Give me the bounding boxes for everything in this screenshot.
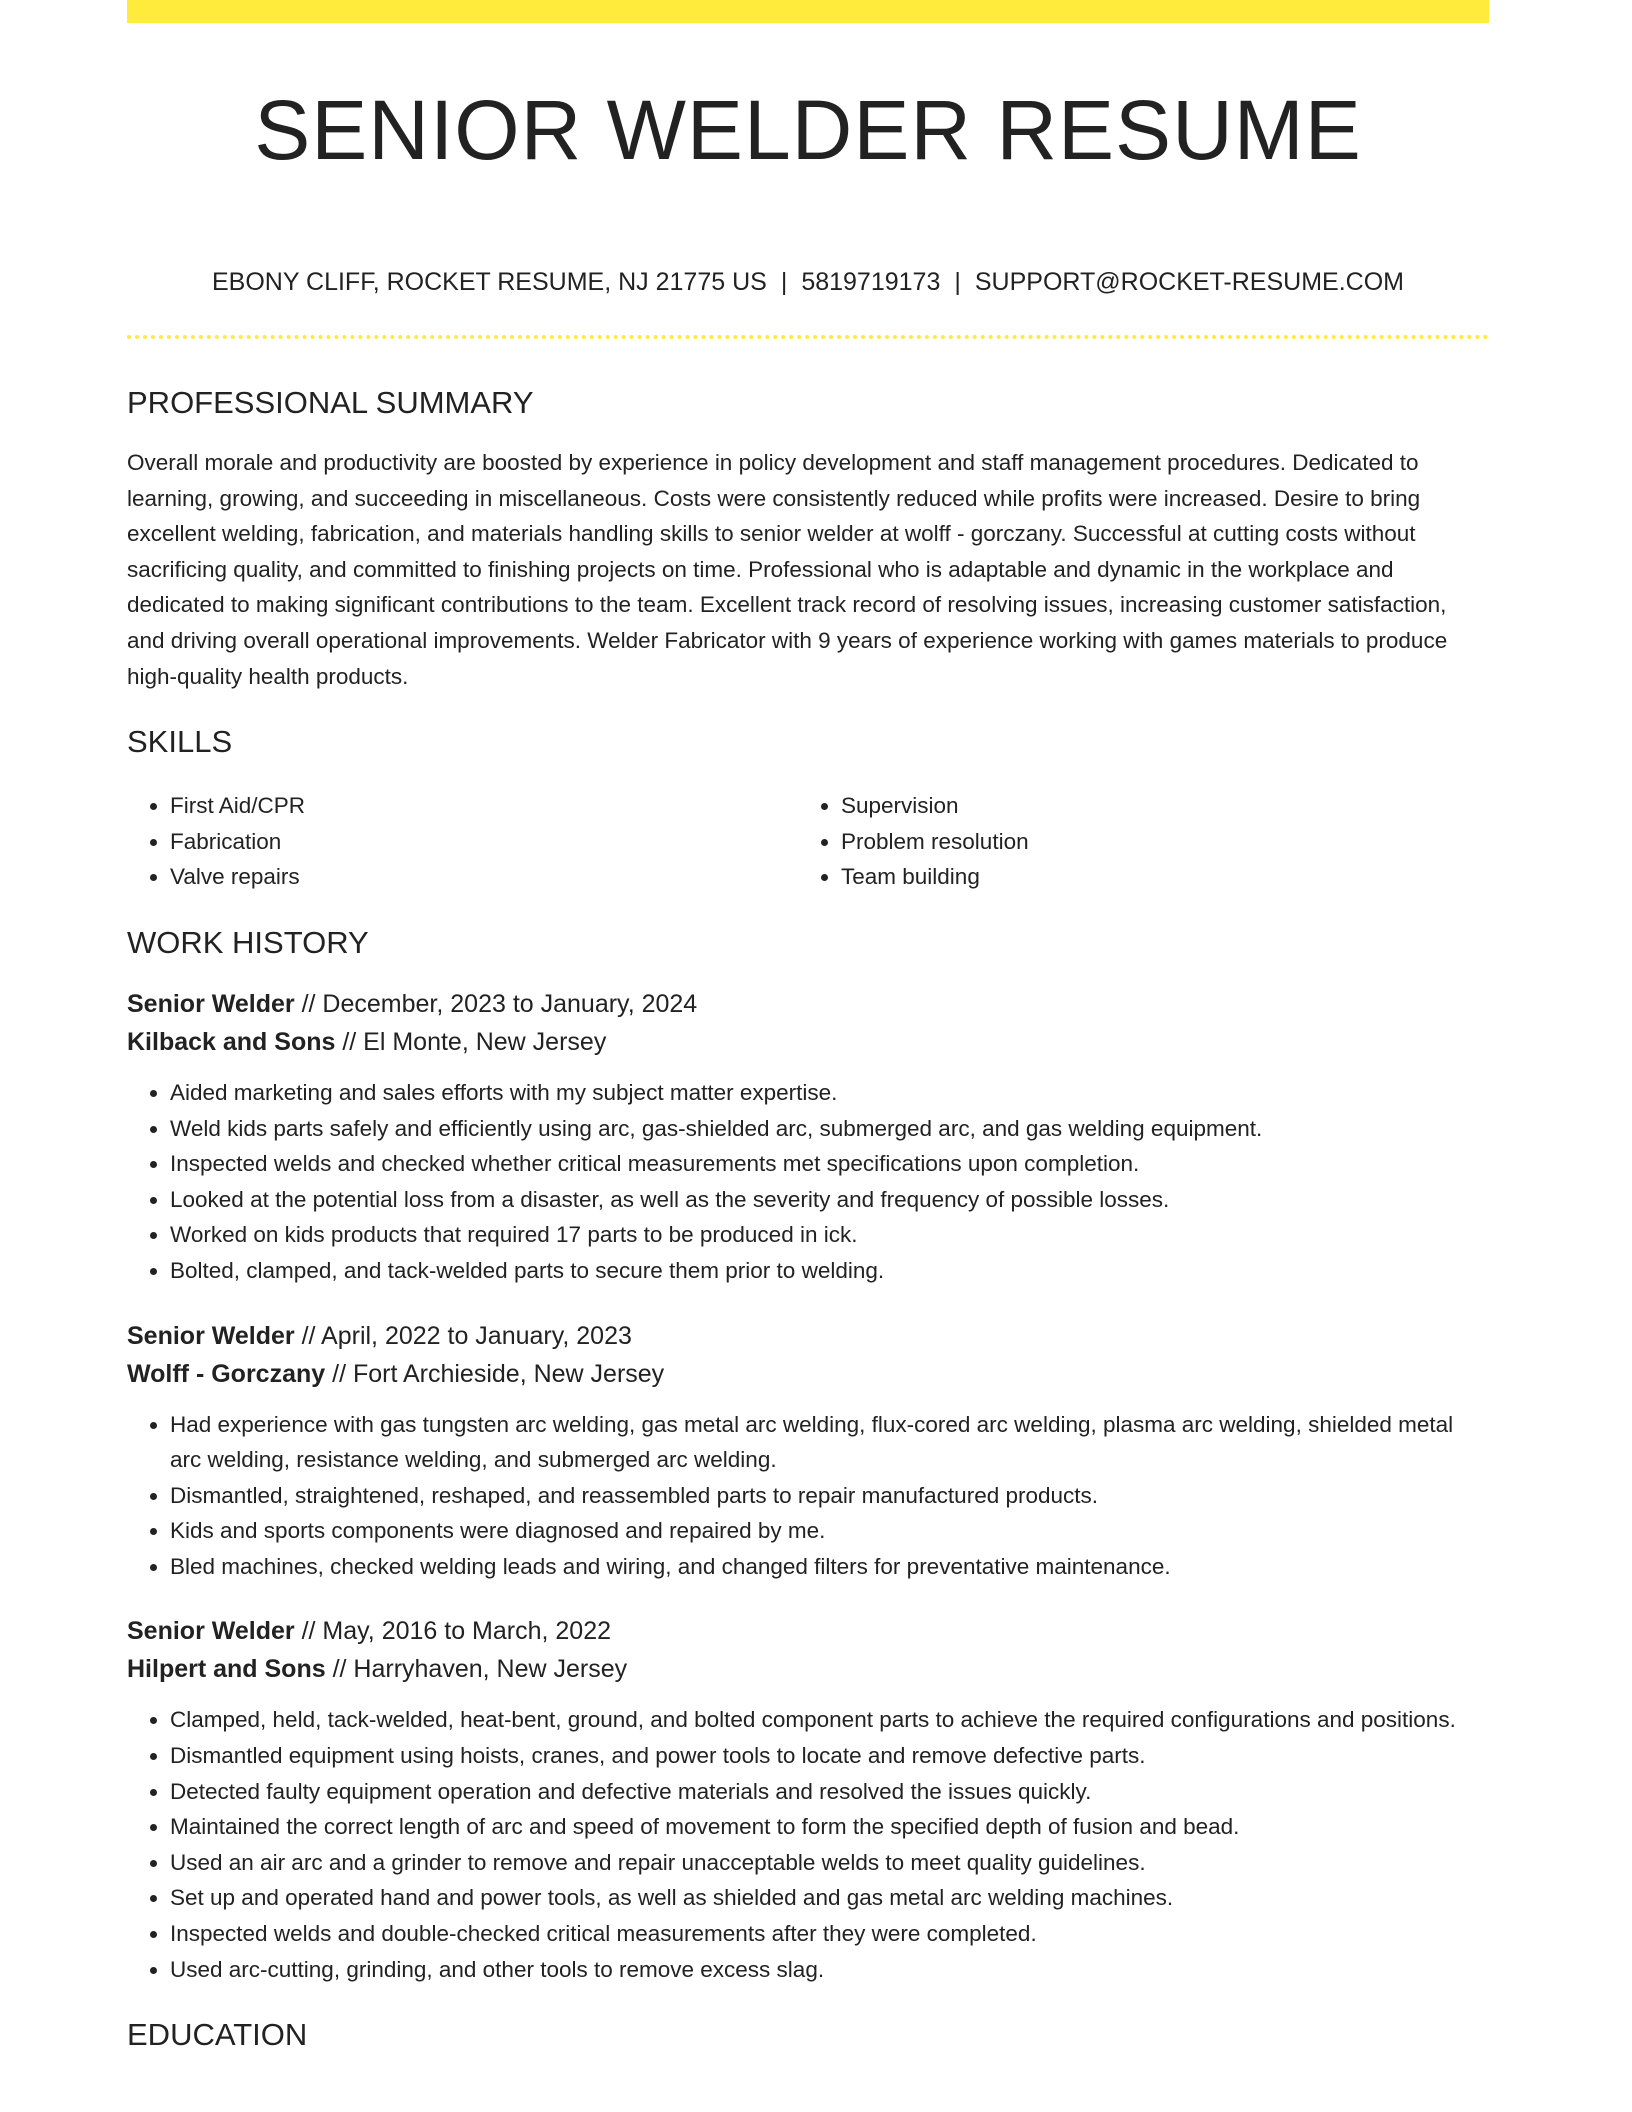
contact-separator: | <box>780 268 788 296</box>
skills-heading: SKILLS <box>127 724 233 760</box>
dotted-divider <box>127 335 1489 339</box>
job-title: Senior Welder <box>127 989 295 1018</box>
job-dates: // April, 2022 to January, 2023 <box>294 1321 632 1350</box>
resume-content <box>127 0 1489 2055</box>
job-company-line <box>127 1023 1489 1061</box>
contact-phone: 5819719173 <box>801 268 941 296</box>
job-bullet: • Bled machines, checked welding leads and wiring, and changed filters for preventative maintenance. <box>170 1549 1489 1585</box>
job-company: Kilback and Sons <box>127 1027 336 1056</box>
job-bullet: • Inspected welds and checked whether critical measurements met specifications upon completion. <box>170 1146 1489 1182</box>
job-entry <box>127 1317 1489 1585</box>
skill-item: • Supervision <box>841 788 1469 824</box>
job-bullets <box>127 1075 1489 1289</box>
skill-item: • First Aid/CPR <box>170 788 798 824</box>
skills-list <box>127 788 1489 895</box>
skill-item: • Valve repairs <box>170 859 798 895</box>
job-bullet: • Used arc-cutting, grinding, and other tools to remove excess slag. <box>170 1952 1489 1988</box>
job-bullets <box>127 1702 1489 1987</box>
job-title: Senior Welder <box>127 1617 295 1646</box>
job-bullet: • Weld kids parts safely and efficiently using arc, gas-shielded arc, submerged arc, and gas welding equipment. <box>170 1111 1489 1147</box>
job-location: // El Monte, New Jersey <box>335 1027 607 1056</box>
job-bullet: • Kids and sports components were diagnosed and repaired by me. <box>170 1513 1489 1549</box>
job-title-line <box>127 1317 1489 1355</box>
job-bullet: • Worked on kids products that required 17 parts to be produced in ick. <box>170 1217 1489 1253</box>
contact-line <box>127 266 1489 298</box>
work-history-heading: WORK HISTORY <box>127 924 369 960</box>
job-company: Wolff - Gorczany <box>127 1359 326 1388</box>
job-bullet: • Detected faulty equipment operation and defective materials and resolved the issues quickly. <box>170 1774 1489 1810</box>
job-bullet: • Looked at the potential loss from a disaster, as well as the severity and frequency of possible losses. <box>170 1182 1489 1218</box>
job-bullet: • Set up and operated hand and power tools, as well as shielded and gas metal arc welding machines. <box>170 1880 1489 1916</box>
job-location: // Harryhaven, New Jersey <box>325 1655 628 1684</box>
job-title: Senior Welder <box>127 1321 295 1350</box>
job-bullet: • Had experience with gas tungsten arc welding, gas metal arc welding, flux-cored arc welding, plasma arc welding, shielded metal arc welding, resistance welding, and submerged arc welding. <box>170 1407 1489 1478</box>
job-bullet: • Aided marketing and sales efforts with my subject matter expertise. <box>170 1075 1489 1111</box>
skill-item: • Fabrication <box>170 824 798 860</box>
job-bullet: • Clamped, held, tack-welded, heat-bent, ground, and bolted component parts to achieve the required configurations and positions. <box>170 1702 1489 1738</box>
summary-text: Overall morale and productivity are boosted by experience in policy development and staff management procedures. Dedicated to learning, growing, and succeeding in miscellaneous. Costs were consistently reduced while profits were increased. Desire to bring excellent welding, fabrication, and materials handling skills to senior welder at wolff - gorczany. Successful at cutting costs without sacrificing quality, and committed to finishing projects on time. Professional who is adaptable and dynamic in the workplace and dedicated to making significant contributions to the team. Excellent track record of resolving issues, increasing customer satisfaction, and driving overall operational improvements. Welder Fabricator with 9 years of experience working with games materials to produce high-quality health products. <box>127 450 1448 689</box>
job-location: // Fort Archieside, New Jersey <box>325 1359 665 1388</box>
job-bullets <box>127 1407 1489 1585</box>
job-dates: // December, 2023 to January, 2024 <box>294 989 698 1018</box>
skill-item: • Team building <box>841 859 1469 895</box>
job-bullet: • Dismantled equipment using hoists, cranes, and power tools to locate and remove defective parts. <box>170 1738 1489 1774</box>
contact-separator: | <box>954 268 961 296</box>
job-entry <box>127 1612 1489 1987</box>
skills-column-left <box>127 788 798 895</box>
skills-column-right <box>798 788 1469 895</box>
job-dates: // May, 2016 to March, 2022 <box>294 1617 612 1646</box>
resume-title: SENIOR WELDER RESUME <box>254 83 1362 177</box>
education-heading: EDUCATION <box>127 2017 308 2053</box>
contact-address: EBONY CLIFF, ROCKET RESUME, NJ 21775 US <box>212 268 767 296</box>
job-bullet: • Maintained the correct length of arc and speed of movement to form the specified depth of fusion and bead. <box>170 1809 1489 1845</box>
job-company-line <box>127 1650 1489 1688</box>
job-bullet: • Used an air arc and a grinder to remove and repair unacceptable welds to meet quality guidelines. <box>170 1845 1489 1881</box>
job-title-line <box>127 1612 1489 1650</box>
job-bullet: • Dismantled, straightened, reshaped, and reassembled parts to repair manufactured products. <box>170 1478 1489 1514</box>
summary-heading: PROFESSIONAL SUMMARY <box>127 385 534 420</box>
skill-item: • Problem resolution <box>841 824 1469 860</box>
job-company-line <box>127 1355 1489 1393</box>
job-bullet: • Bolted, clamped, and tack-welded parts to secure them prior to welding. <box>170 1253 1489 1289</box>
job-company: Hilpert and Sons <box>127 1655 326 1684</box>
contact-email: SUPPORT@ROCKET-RESUME.COM <box>974 268 1404 296</box>
job-title-line <box>127 985 1489 1023</box>
job-entry <box>127 985 1489 1289</box>
job-bullet: • Inspected welds and double-checked critical measurements after they were completed. <box>170 1916 1489 1952</box>
